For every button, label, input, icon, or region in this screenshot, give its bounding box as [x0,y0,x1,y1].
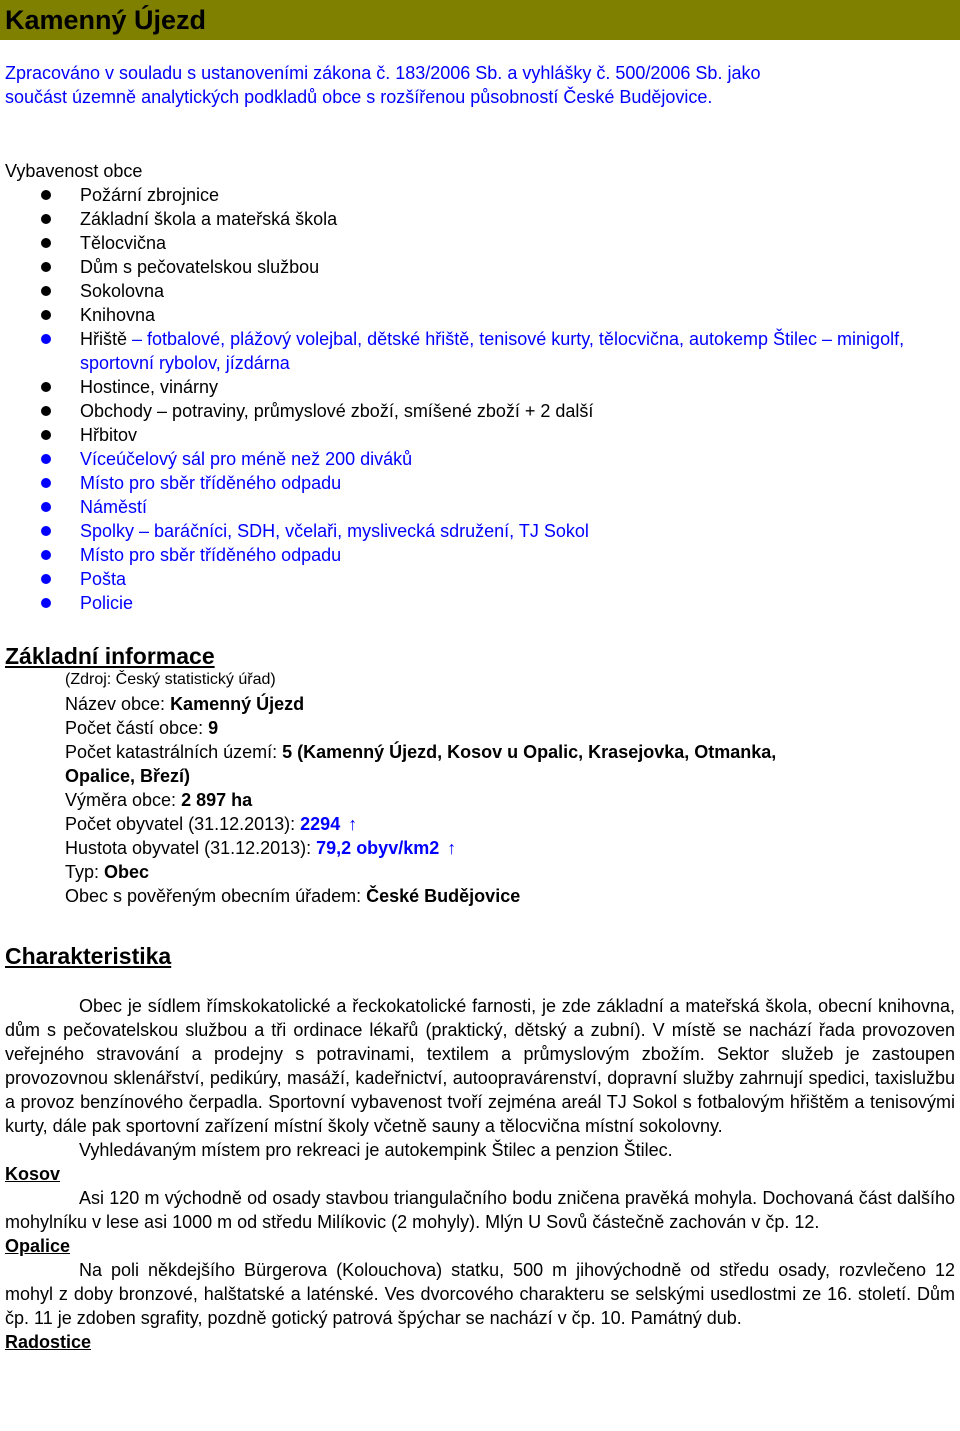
info-cadastral-label: Počet katastrálních území: [65,742,283,762]
char-paragraph-1: Obec je sídlem římskokatolické a řeckokatolické farnosti, je zde základní a mateřská škola, obecní knihovna, dům s pečovatelskou službou a tři ordinace lékařů (praktický, dětský a zubní). V místě se nachází řada provozoven veřejného stravování a prodejny s potravinami, textilem a průmyslovým zbožím. Sektor služeb je zastoupen provozovnou sklenářství, pedikúry, masáží, kadeřnictví, autoopravárenství, dopravní služby zahrnují spedici, taxislužbu a provoz benzínového čerpadla. Sportovní vybavenost tvoří zejména areál TJ Sokol s fotbalovým hřištěm a tenisovými kurty, dále pak sportovní zařízení místní školy včetně sauny a tělocvična místní sokolovny. [5,996,955,1136]
equipment-item-label: Knihovna [80,305,156,325]
opalice-heading: Opalice [5,1236,71,1256]
radostice-heading: Radostice [5,1332,92,1352]
info-density-label: Hustota obyvatel (31.12.2013): [65,838,317,858]
info-type-label: Typ: [65,862,105,882]
bullet-icon [41,430,51,440]
info-office-value: České Budějovice [366,886,521,906]
equipment-list [0,183,960,615]
bullet-icon [41,478,51,488]
bullet-icon [41,526,51,536]
characteristics-heading: Charakteristika [5,943,172,969]
equipment-item-label: Požární zbrojnice [80,185,220,205]
intro-paragraph [5,61,955,109]
basic-info-heading: Základní informace [5,643,215,669]
info-office-row [65,884,945,908]
equipment-item [0,567,960,591]
equipment-item-label: Pošta [80,569,127,589]
equipment-item-label: Místo pro sběr tříděného odpadu [80,473,342,493]
up-arrow-icon: ↑ [447,838,457,858]
bullet-icon [41,598,51,608]
equipment-item-label: Spolky – baráčníci, SDH, včelaři, myslivecká sdružení, TJ Sokol [80,521,589,541]
kosov-paragraph: Asi 120 m východně od osady stavbou triangulačního bodu zničena pravěká mohyla. Dochovaná část dalšího mohylníku v lese asi 1000 m od středu Milíkovic (2 mohyly). Mlýn U Sovů částečně zachován v čp. 12. [5,1188,955,1232]
equipment-heading: Vybavenost obce [5,161,143,181]
char-paragraph-2: Vyhledávaným místem pro rekreaci je autokempink Štilec a penzion Štilec. [79,1140,673,1160]
equipment-item [0,327,960,375]
equipment-item-label: Hostince, vinárny [80,377,219,397]
bullet-icon [41,406,51,416]
equipment-item [0,591,960,615]
equipment-item-label: Obchody – potraviny, průmyslové zboží, smíšené zboží + 2 další [80,401,594,421]
title-bar [0,0,960,40]
equipment-item-label [80,327,960,375]
info-type-row [65,860,945,884]
bullet-icon [41,334,51,344]
info-density-row [65,836,945,860]
bullet-icon [41,574,51,584]
equipment-item [0,447,960,471]
bullet-icon [41,190,51,200]
equipment-item-label: Tělocvična [80,233,167,253]
info-parts-label: Počet částí obce: [65,718,209,738]
intro-line-1: Zpracováno v souladu s ustanoveními zákona č. 183/2006 Sb. a vyhlášky č. 500/2006 Sb. jako [5,63,761,83]
bullet-icon [41,310,51,320]
up-arrow-icon: ↑ [348,814,358,834]
info-source: (Zdroj: Český statistický úřad) [65,671,276,688]
info-cadastral-row [65,740,945,764]
info-population-row [65,812,945,836]
equipment-item-label: Policie [80,593,134,613]
info-area-row [65,788,945,812]
equipment-item [0,543,960,567]
equipment-item-label: Hřbitov [80,425,138,445]
info-density-value: 79,2 obyv/km2 [316,838,440,858]
bullet-icon [41,502,51,512]
info-area-label: Výměra obce: [65,790,182,810]
info-cadastral-value-2: Opalice, Březí) [65,766,191,786]
basic-info-block [65,668,945,908]
equipment-item [0,519,960,543]
equipment-item [0,495,960,519]
info-name-label: Název obce: [65,694,171,714]
equipment-item [0,207,960,231]
info-population-label: Počet obyvatel (31.12.2013): [65,814,301,834]
bullet-icon [41,382,51,392]
bullet-icon [41,286,51,296]
info-name-value: Kamenný Újezd [170,694,305,714]
info-cadastral-value-1: 5 (Kamenný Újezd, Kosov u Opalic, Krasejovka, Otmanka, [282,742,777,762]
equipment-item [0,255,960,279]
equipment-item-label: Základní škola a mateřská škola [80,209,338,229]
page-title: Kamenný Újezd [5,5,207,35]
equipment-item [0,303,960,327]
equipment-item-prefix: Hřiště [80,329,128,349]
bullet-icon [41,262,51,272]
info-name-row [65,692,945,716]
equipment-item-label: Dům s pečovatelskou službou [80,257,320,277]
equipment-item [0,279,960,303]
equipment-item [0,471,960,495]
equipment-item-label: Víceúčelový sál pro méně než 200 diváků [80,449,413,469]
info-parts-row [65,716,945,740]
info-parts-value: 9 [208,718,219,738]
info-type-value: Obec [104,862,150,882]
equipment-item [0,231,960,255]
equipment-item-label: Místo pro sběr tříděného odpadu [80,545,342,565]
equipment-item [0,423,960,447]
info-population-value: 2294 [300,814,341,834]
bullet-icon [41,214,51,224]
intro-line-2: součást územně analytických podkladů obce s rozšířenou působností České Budějovice. [5,87,713,107]
equipment-item-label: Náměstí [80,497,148,517]
equipment-item-label: Sokolovna [80,281,165,301]
bullet-icon [41,238,51,248]
bullet-icon [41,454,51,464]
kosov-heading: Kosov [5,1164,61,1184]
info-office-label: Obec s pověřeným obecním úřadem: [65,886,367,906]
opalice-paragraph: Na poli někdejšího Bürgerova (Kolouchova) statku, 500 m jihovýchodně od středu osady, rozvlečeno 12 mohyl z doby bronzové, halštatské a laténské. Ves dvorcového charakteru se selskými usedlostmi ze 16. století. Dům čp. 11 je zdoben sgrafity, pozdně gotický patrová špýchar se nachází v čp. 10. Památný dub. [5,1260,955,1328]
characteristics-body [5,994,955,1354]
info-area-value: 2 897 ha [181,790,253,810]
equipment-item [0,399,960,423]
equipment-item-rest: – fotbalové, plážový volejbal, dětské hřiště, tenisové kurty, tělocvična, autokemp Štilec – minigolf, sportovní rybolov, jízdárna [80,329,905,373]
equipment-item [0,375,960,399]
bullet-icon [41,550,51,560]
equipment-item [0,183,960,207]
